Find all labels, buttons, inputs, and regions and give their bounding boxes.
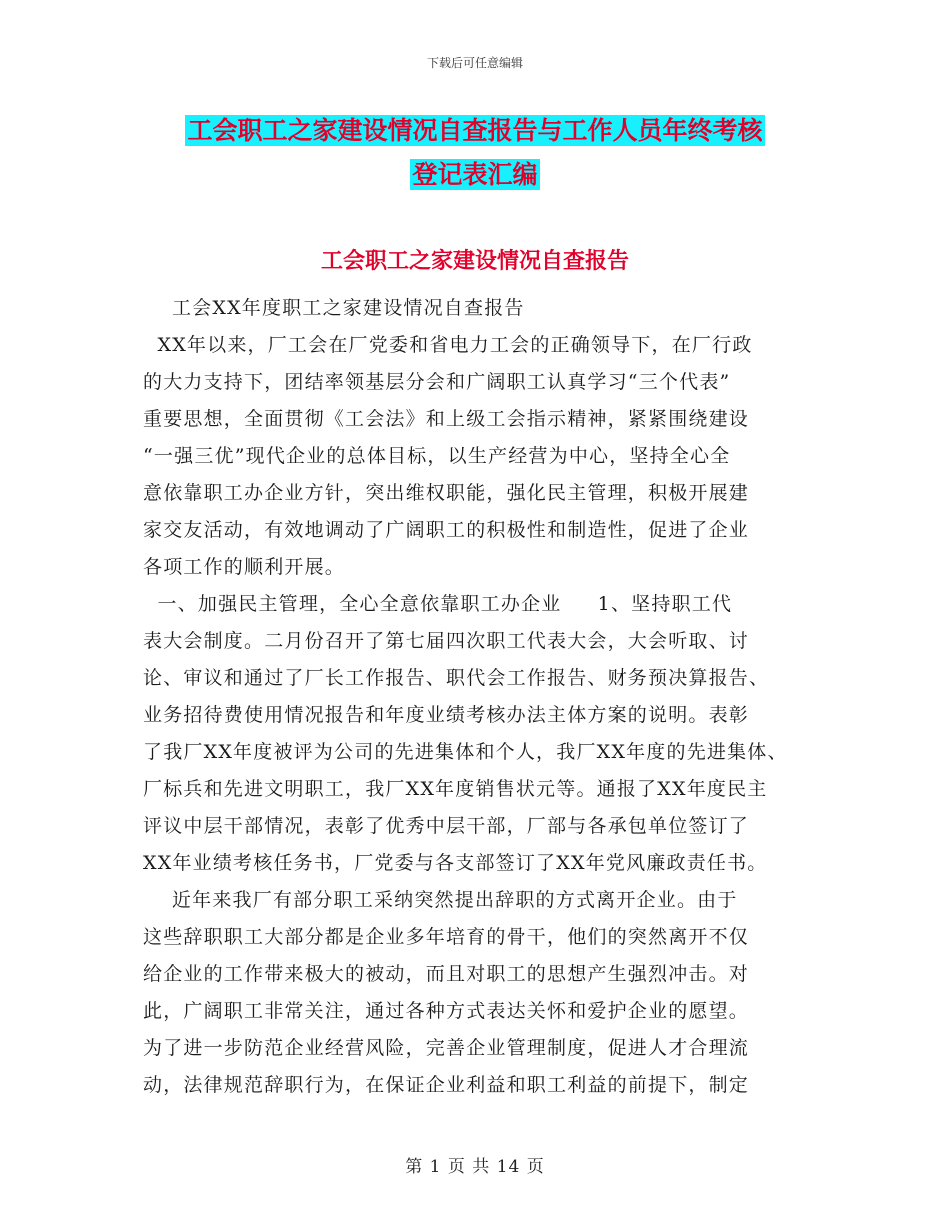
body-line: 家交友活动，有效地调动了广阔职工的积极性和制造性，促进了企业 (143, 519, 750, 541)
body-line: XX年业绩考核任务书，厂党委与各支部签订了XX年党风廉政责任书。 (143, 852, 768, 874)
body-line: 给企业的工作带来极大的被动，而且对职工的思想产生强烈冲击。对 (143, 963, 750, 985)
body-line: 厂标兵和先进文明职工，我厂XX年度销售状元等。通报了XX年度民主 (143, 778, 768, 800)
body-line: 工会XX年度职工之家建设情况自查报告 (143, 297, 525, 319)
body-line: XX年以来，厂工会在厂党委和省电力工会的正确领导下，在厂行政 (143, 334, 753, 356)
body-line: 一、加强民主管理，全心全意依靠职工办企业 1、坚持职工代 (143, 593, 733, 615)
body-line: 表大会制度。二月份召开了第七届四次职工代表大会，大会听取、讨 (143, 630, 750, 652)
header-note: 下载后可任意编辑 (426, 56, 523, 70)
body-line: 了我厂XX年度被评为公司的先进集体和个人，我厂XX年度的先进集体、 (143, 741, 788, 763)
body-text (143, 290, 843, 1104)
document-title-line-2-text: 登记表汇编 (412, 160, 538, 189)
document-title-line-1-text: 工会职工之家建设情况自查报告与工作人员年终考核 (187, 116, 763, 145)
page-number: 第 1 页 共 14 页 (405, 1157, 545, 1177)
body-line: 评议中层干部情况，表彰了优秀中层干部，厂部与各承包单位签订了 (143, 815, 750, 837)
body-line: 论、审议和通过了厂长工作报告、职代会工作报告、财务预决算报告、 (143, 667, 770, 689)
body-line: 近年来我厂有部分职工采纳突然提出辞职的方式离开企业。由于 (143, 889, 738, 911)
document-title-line-1 (0, 112, 950, 150)
body-line: 重要思想，全面贯彻《工会法》和上级工会指示精神，紧紧围绕建设 (143, 408, 750, 430)
body-line: 为了进一步防范企业经营风险，完善企业管理制度，促进人才合理流 (143, 1037, 750, 1059)
body-line: 的大力支持下，团结率领基层分会和广阔职工认真学习“三个代表” (143, 371, 731, 393)
body-line: 此，广阔职工非常关注，通过各种方式表达关怀和爱护企业的愿望。 (143, 1000, 750, 1022)
body-line: 动，法律规范辞职行为，在保证企业利益和职工利益的前提下，制定 (143, 1074, 750, 1096)
body-line: 各项工作的顺利开展。 (143, 556, 346, 578)
body-line: 业务招待费使用情况报告和年度业绩考核办法主体方案的说明。表彰 (143, 704, 750, 726)
body-line: “一强三优”现代企业的总体目标，以生产经营为中心，坚持全心全 (143, 445, 731, 467)
section-title: 工会职工之家建设情况自查报告 (320, 249, 629, 274)
document-title-line-2 (0, 156, 950, 194)
body-line: 这些辞职职工大部分都是企业多年培育的骨干，他们的突然离开不仅 (143, 926, 750, 948)
body-line: 意依靠职工办企业方针，突出维权职能，强化民主管理，积极开展建 (143, 482, 750, 504)
